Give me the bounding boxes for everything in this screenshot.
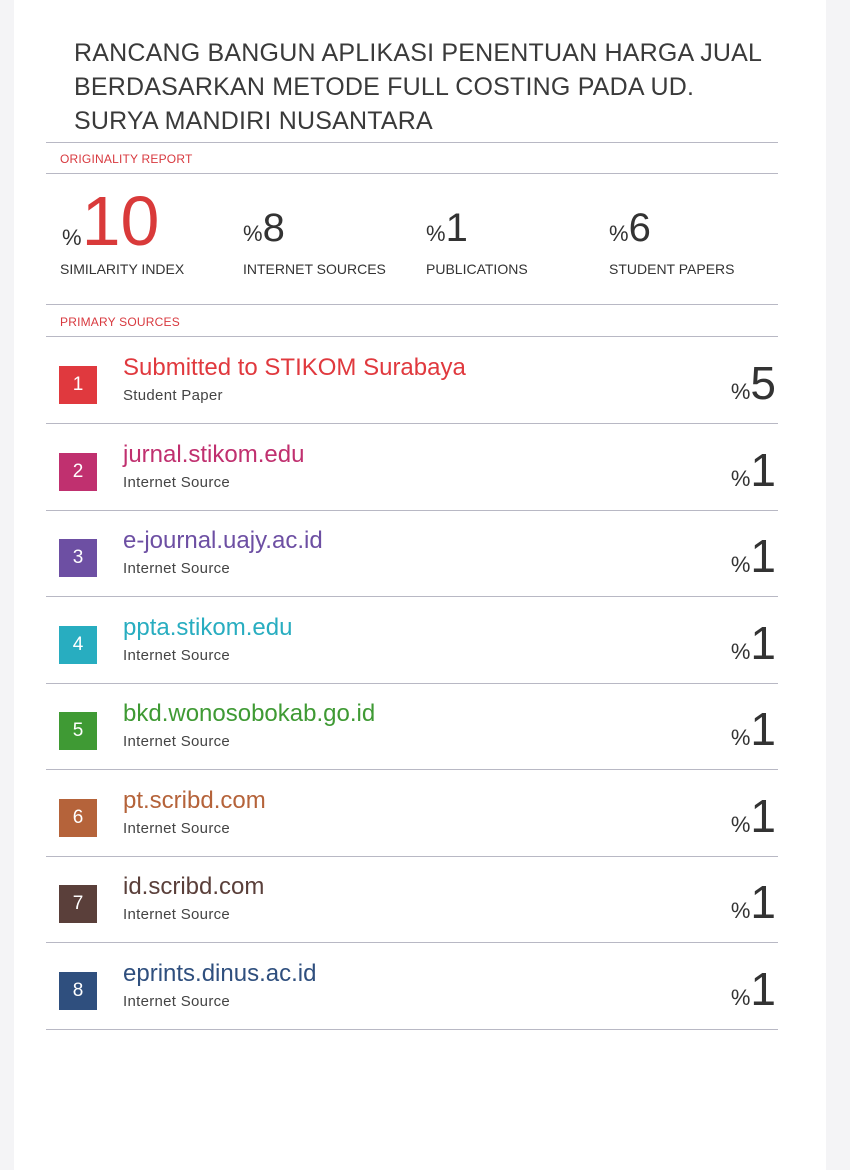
source-percentage (731, 704, 776, 754)
percent-sign: % (730, 898, 751, 923)
similarity-index-label: SIMILARITY INDEX (60, 261, 185, 277)
source-number-badge: 3 (59, 539, 97, 577)
source-number-badge: 8 (59, 972, 97, 1010)
divider (46, 173, 778, 174)
source-percentage (731, 964, 776, 1014)
title-line-2: BERDASARKAN METODE FULL COSTING PADA UD. (74, 73, 695, 101)
source-name[interactable]: ppta.stikom.edu (123, 613, 293, 641)
percent-sign: % (730, 638, 751, 664)
source-percentage (731, 531, 776, 581)
percentage-value: 1 (750, 962, 776, 1015)
source-type: Internet Source (123, 646, 231, 664)
stat-number: 6 (628, 206, 651, 250)
source-name[interactable]: pt.scribd.com (123, 786, 266, 814)
stat-number: 10 (81, 182, 160, 260)
source-type: Internet Source (123, 819, 231, 837)
source-name[interactable]: jurnal.stikom.edu (123, 440, 305, 468)
percentage-value: 5 (750, 357, 776, 409)
source-row (46, 598, 778, 684)
percent-sign: % (730, 379, 751, 404)
percentage-value: 1 (750, 789, 776, 842)
source-row (46, 338, 778, 424)
source-type: Internet Source (123, 906, 231, 923)
originality-report-label: ORIGINALITY REPORT (60, 152, 193, 166)
source-row (46, 857, 778, 943)
source-name[interactable]: eprints.dinus.ac.id (123, 959, 317, 987)
stat-number: 8 (262, 206, 285, 250)
percent-sign: % (62, 225, 82, 250)
source-percentage (731, 445, 776, 495)
source-name[interactable]: e-journal.uajy.ac.id (123, 527, 323, 554)
percent-sign: % (243, 221, 263, 246)
source-row (46, 425, 778, 511)
source-percentage (731, 358, 776, 408)
document-title (74, 36, 794, 138)
percent-sign: % (730, 725, 751, 750)
publications-value (426, 206, 468, 251)
source-percentage (731, 877, 776, 927)
divider (46, 304, 778, 305)
source-name[interactable]: id.scribd.com (123, 873, 265, 900)
source-row (46, 771, 778, 857)
source-number-badge: 4 (59, 626, 97, 664)
percentage-value: 1 (750, 443, 776, 496)
divider (46, 336, 778, 337)
source-type: Student Paper (123, 387, 223, 404)
student-papers-value (609, 206, 651, 251)
source-row (46, 684, 778, 770)
source-row (46, 511, 778, 597)
source-type: Internet Source (123, 560, 231, 577)
source-percentage (731, 618, 776, 668)
source-number-badge: 2 (59, 453, 97, 491)
percent-sign: % (730, 465, 751, 491)
percent-sign: % (730, 811, 751, 837)
stat-number: 1 (445, 206, 468, 250)
source-number-badge: 5 (59, 712, 97, 750)
source-name[interactable]: bkd.wonosobokab.go.id (123, 700, 376, 727)
source-percentage (731, 791, 776, 841)
title-line-3: SURYA MANDIRI NUSANTARA (74, 107, 433, 135)
source-name[interactable]: Submitted to STIKOM Surabaya (123, 354, 466, 381)
percentage-value: 1 (750, 703, 776, 755)
source-type: Internet Source (123, 733, 231, 750)
title-line-1: RANCANG BANGUN APLIKASI PENENTUAN HARGA JUAL (74, 39, 763, 67)
student-papers-label: STUDENT PAPERS (609, 261, 735, 277)
publications-label: PUBLICATIONS (426, 261, 528, 277)
source-number-badge: 1 (59, 366, 97, 404)
percent-sign: % (609, 221, 629, 246)
percent-sign: % (730, 552, 751, 577)
source-number-badge: 7 (59, 885, 97, 923)
percentage-value: 1 (750, 876, 776, 928)
source-type: Internet Source (123, 473, 231, 491)
percent-sign: % (426, 221, 446, 246)
internet-sources-value (243, 206, 285, 251)
percentage-value: 1 (750, 616, 776, 669)
source-row (46, 944, 778, 1030)
percentage-value: 1 (750, 530, 776, 582)
similarity-index-value (62, 182, 160, 260)
source-number-badge: 6 (59, 799, 97, 837)
primary-sources-label: PRIMARY SOURCES (60, 315, 180, 329)
percent-sign: % (730, 984, 751, 1010)
divider (46, 1029, 778, 1030)
source-type: Internet Source (123, 992, 231, 1010)
divider (46, 142, 778, 143)
internet-sources-label: INTERNET SOURCES (243, 261, 386, 277)
